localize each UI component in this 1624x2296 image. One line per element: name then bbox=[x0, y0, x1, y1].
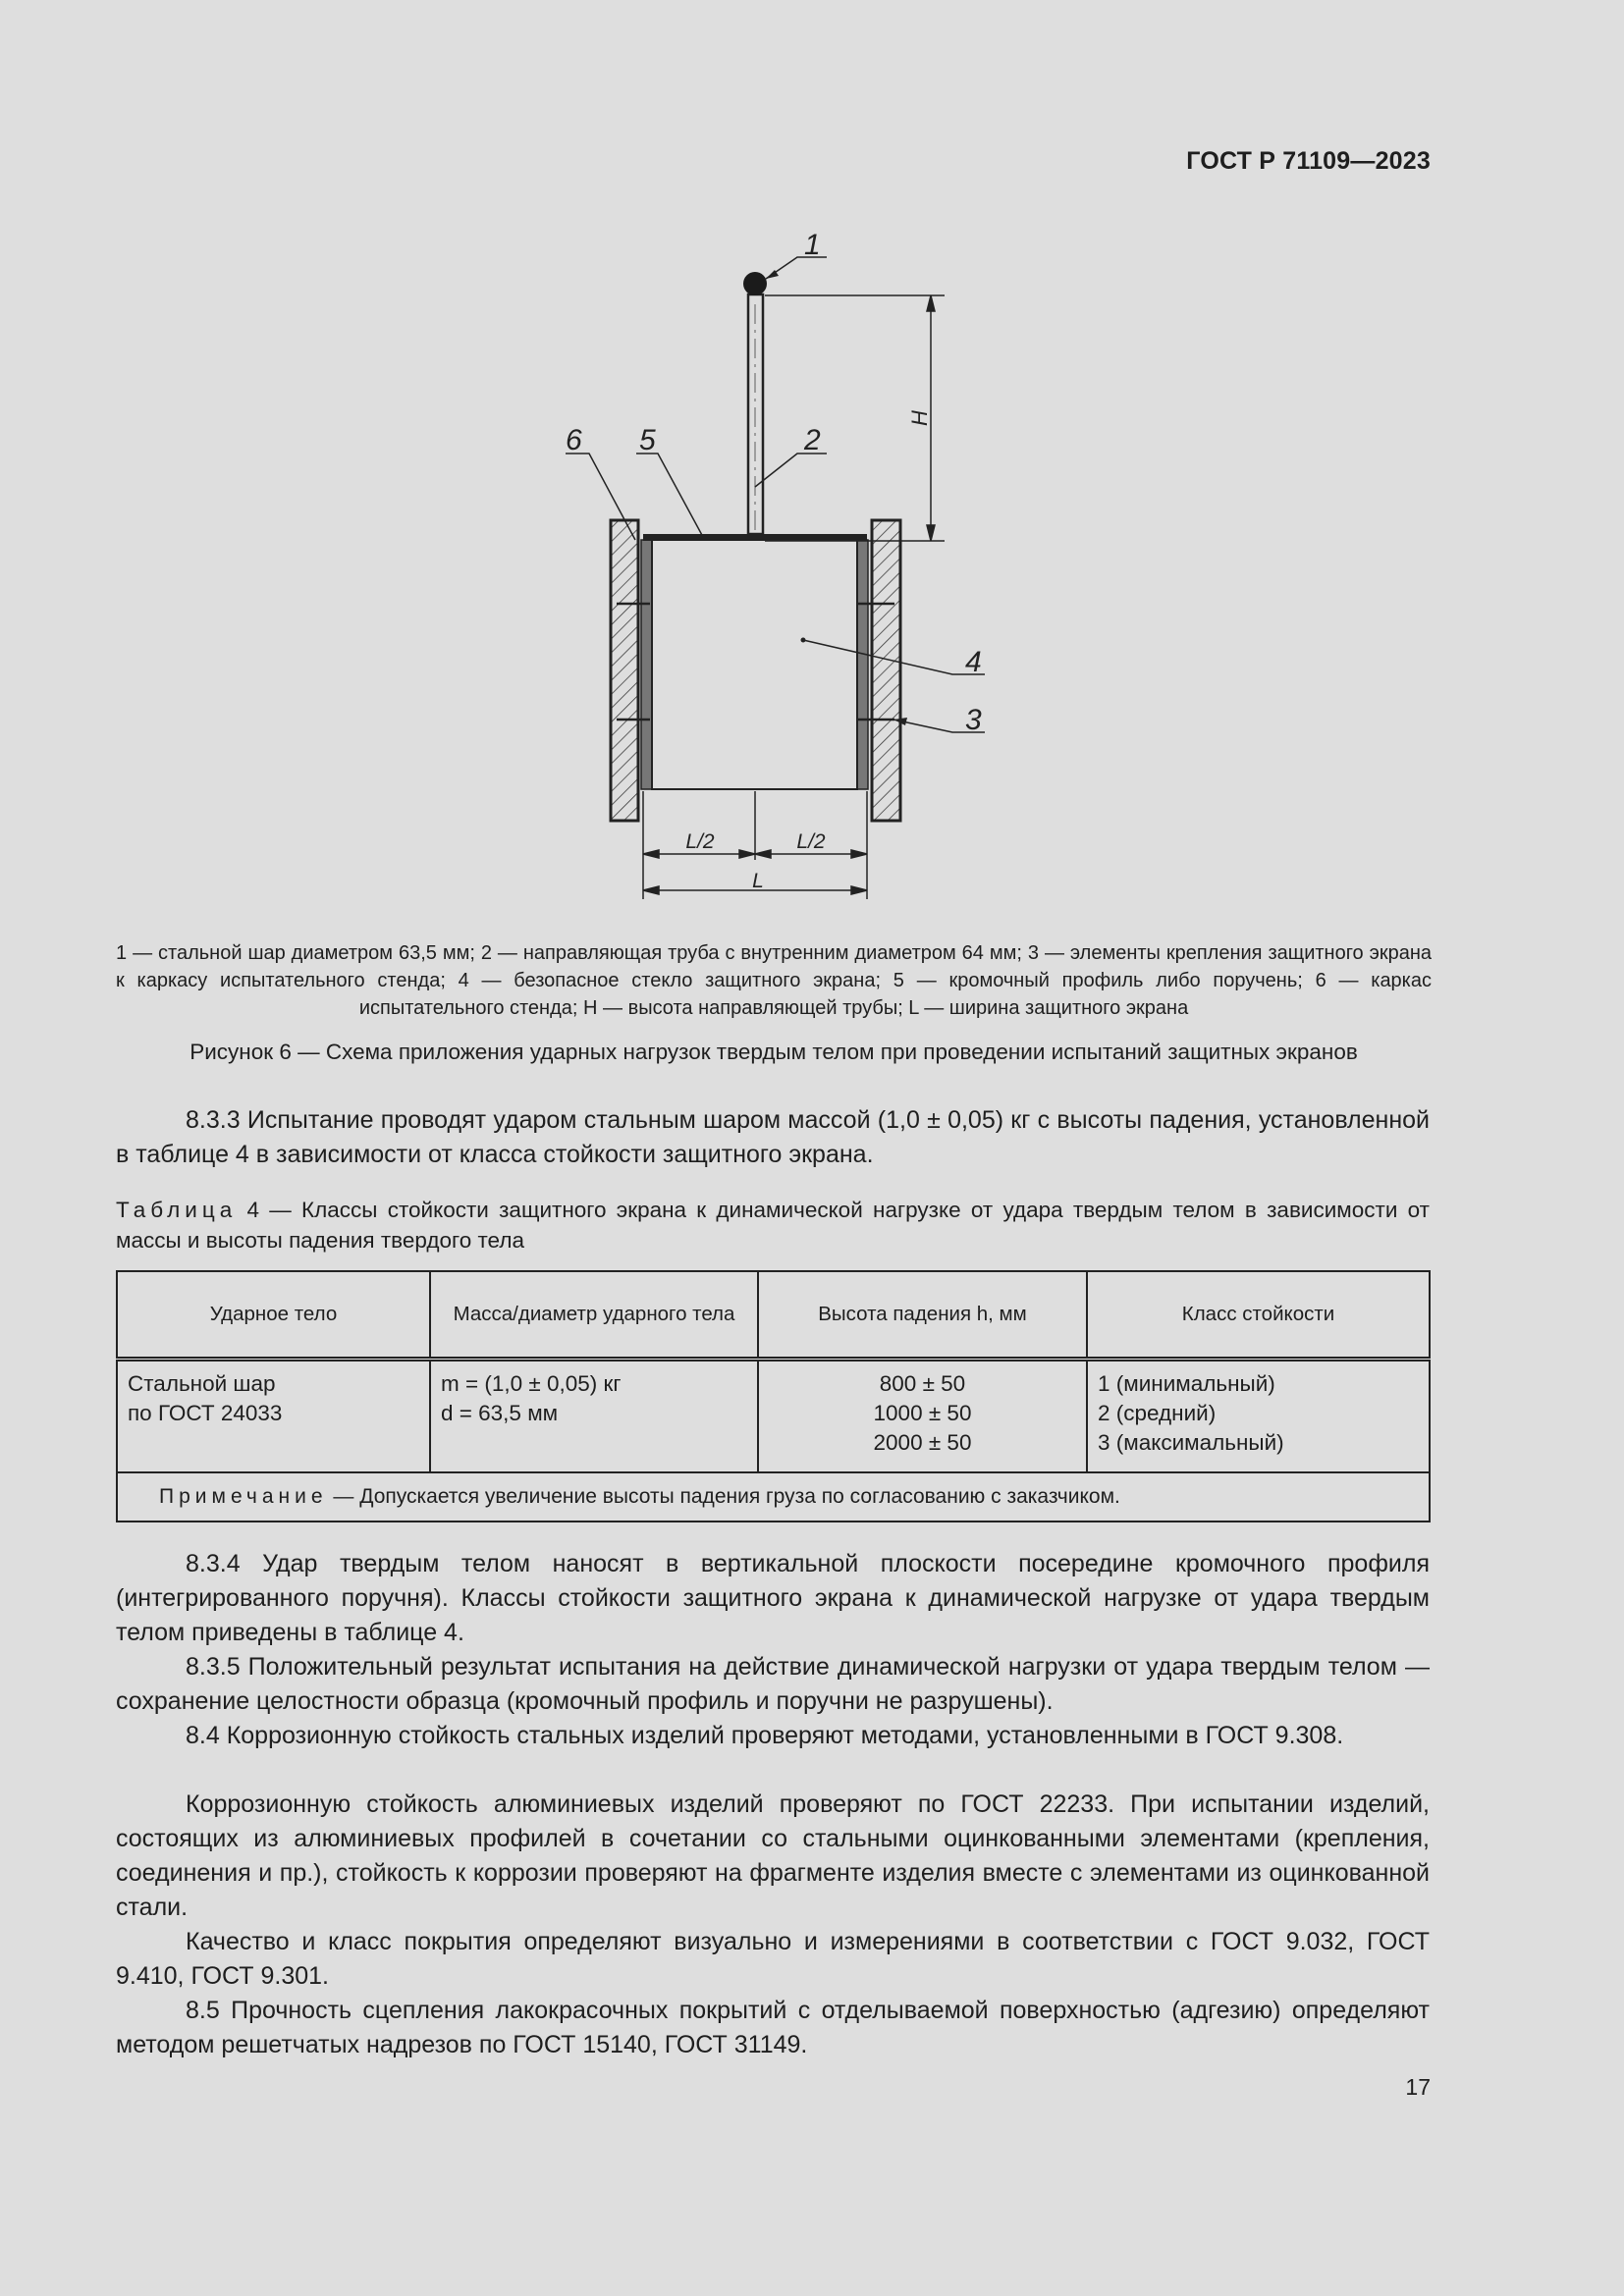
label-1: 1 bbox=[804, 229, 821, 261]
note-text: — Допускается увеличение высоты падения груза по согласованию с заказчиком. bbox=[333, 1485, 1120, 1508]
cell-text: 1000 ± 50 bbox=[873, 1401, 972, 1425]
table-title-word: Таблица bbox=[116, 1198, 238, 1222]
steel-ball bbox=[743, 272, 767, 295]
paragraph-8-3-5: 8.3.5 Положительный результат испытания на действие динамической нагрузки от удара твердым телом — сохранение целостности образца (кромочный профиль и поручни не разрушены). bbox=[116, 1653, 1430, 1715]
label-5: 5 bbox=[639, 424, 656, 456]
paragraph-8-5: 8.5 Прочность сцепления лакокрасочных покрытий с отделываемой поверхностью (адгезию) определяют методом решетчатых надрезов по ГОСТ 15140, ГОСТ 31149. bbox=[116, 1997, 1430, 2058]
header-drop-height: Высота падения h, мм bbox=[758, 1271, 1087, 1360]
table-note-row bbox=[117, 1472, 1430, 1522]
table-note bbox=[117, 1472, 1430, 1522]
cell-drop-height bbox=[758, 1360, 1087, 1473]
paragraph-8-3-4: 8.3.4 Удар твердым телом наносят в вертикальной плоскости посередине кромочного профиля (интегрированного поручня). Классы стойкости защитного экрана к динамической нагрузке от удара твердым телом приведены в таблице 4. bbox=[116, 1550, 1430, 1646]
label-L: L bbox=[752, 870, 764, 892]
cell-text: 2 (средний) bbox=[1098, 1401, 1217, 1425]
header-impact-body: Ударное тело bbox=[117, 1271, 430, 1360]
cell-text: 800 ± 50 bbox=[879, 1371, 966, 1396]
impact-test-diagram bbox=[0, 0, 1624, 923]
cell-text: 2000 ± 50 bbox=[873, 1430, 972, 1455]
document-header: ГОСТ Р 71109—2023 bbox=[1186, 147, 1431, 175]
label-L-half-left: L/2 bbox=[685, 830, 715, 853]
label-2: 2 bbox=[804, 424, 821, 456]
cell-mass-diameter bbox=[430, 1360, 758, 1473]
table-title bbox=[116, 1195, 1430, 1255]
table-row bbox=[117, 1360, 1430, 1473]
paragraph-8-3-3: 8.3.3 Испытание проводят ударом стальным шаром массой (1,0 ± 0,05) кг с высоты падения, установленной в таблице 4 в зависимости от класса стойкости защитного экрана. bbox=[116, 1106, 1430, 1168]
cell-text: m = (1,0 ± 0,05) кг bbox=[441, 1371, 622, 1396]
fixing-elements bbox=[617, 604, 894, 720]
paragraph-8-4-coating: Качество и класс покрытия определяют визуально и измерениями в соответствии с ГОСТ 9.032, ГОСТ 9.410, ГОСТ 9.301. bbox=[116, 1928, 1430, 1990]
header-resistance-class: Класс стойкости bbox=[1087, 1271, 1430, 1360]
label-4: 4 bbox=[965, 646, 982, 678]
test-stand-frame-right bbox=[872, 520, 900, 821]
paragraph-8-4: 8.4 Коррозионную стойкость стальных изделий проверяют методами, установленными в ГОСТ 9.308. bbox=[186, 1722, 1344, 1749]
cell-text: 3 (максимальный) bbox=[1098, 1430, 1284, 1455]
header-mass-diameter: Масса/диаметр ударного тела bbox=[430, 1271, 758, 1360]
cell-impact-body bbox=[117, 1360, 430, 1473]
cell-text: по ГОСТ 24033 bbox=[128, 1401, 283, 1425]
label-L-half-right: L/2 bbox=[796, 830, 826, 853]
figure-caption: Рисунок 6 — Схема приложения ударных нагрузок твердым телом при проведении испытаний защитных экранов bbox=[189, 1040, 1358, 1064]
cell-text: Стальной шар bbox=[128, 1371, 276, 1396]
test-stand-frame-left bbox=[611, 520, 638, 821]
page-number: 17 bbox=[1405, 2074, 1431, 2100]
glass-edge-right bbox=[857, 540, 868, 789]
label-6: 6 bbox=[566, 424, 582, 456]
note-word: Примечание bbox=[159, 1485, 328, 1508]
cell-text: d = 63,5 мм bbox=[441, 1401, 559, 1425]
cell-text: 1 (минимальный) bbox=[1098, 1371, 1275, 1396]
guide-tube bbox=[748, 294, 763, 534]
glass-edge-left bbox=[641, 540, 652, 789]
paragraph-8-4-aluminium: Коррозионную стойкость алюминиевых изделий проверяют по ГОСТ 22233. При испытании изделий, состоящих из алюминиевых профилей в сочетании со стальными оцинкованными элементами (крепления, соединения и пр.), стойкость к коррозии проверяют на фрагменте изделия вместе с элементами из оцинкованной стали. bbox=[116, 1790, 1430, 1921]
resistance-class-table bbox=[116, 1270, 1431, 1522]
safety-glass bbox=[652, 540, 857, 789]
glass-point bbox=[801, 638, 806, 643]
cell-resistance-class bbox=[1087, 1360, 1430, 1473]
table-title-text: 4 — Классы стойкости защитного экрана к динамической нагрузке от удара твердым телом в зависимости от массы и высоты падения твердого тела bbox=[116, 1198, 1430, 1253]
figure-legend: 1 — стальной шар диаметром 63,5 мм; 2 — направляющая труба с внутренним диаметром 64 мм; 3 — элементы крепления защитного экрана к каркасу испытательного стенда; 4 — безопасное стекло защитного экрана; 5 — кромочный профиль либо поручень; 6 — каркас испытательного стенда; H — высота направляющей трубы; L — ширина защитного экрана bbox=[116, 942, 1432, 1019]
label-3: 3 bbox=[965, 704, 982, 736]
label-H: H bbox=[907, 410, 932, 426]
table-header-row bbox=[117, 1271, 1430, 1360]
